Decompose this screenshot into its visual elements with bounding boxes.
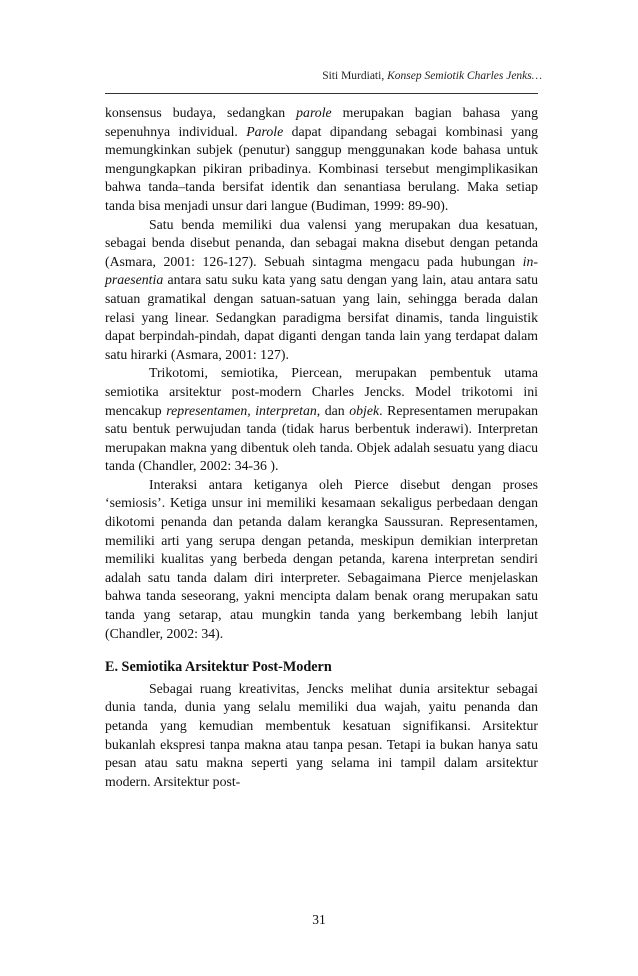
p3-text-a: Trikotomi, semiotika, Piercean, merupakan pembentuk utama semiotika arsitektur post-modern Charles Jencks. Model trikotomi ini mencakup — [105, 365, 538, 418]
paragraph-5: Sebagai ruang kreativitas, Jencks melihat dunia arsitektur sebagai dunia tanda, dunia yang selalu memiliki dua wajah, yaitu penanda dan petanda yang kemudian membentuk kesatuan signifikansi. Arsitektur bukanlah ekspresi tanpa makna atau tanpa pesan. Tetapi ia bukan hanya satu pesan atau satu makna seperti yang selama ini tampil dalam arsitektur modern. Arsitektur post- — [105, 680, 538, 789]
p1-italic-parole-2: Parole — [246, 123, 284, 139]
p1-text-e: dapat dipandang sebagai kombinasi yang memungkinkan subjek (penutur) sanggup menggunakan kode bahasa untuk mengungkapkan pikiran pribadinya. Kombinasi tersebut mengimplikasikan bahwa tanda–tanda bersifat identik dan senantiasa berulang. Maka setiap tanda bisa menjadi unsur dari langue (Budiman, 1999: 89-90). — [105, 123, 538, 213]
header-author: Siti Murdiati, — [322, 70, 385, 82]
p1-italic-parole: parole — [296, 105, 332, 120]
paragraph-3 — [105, 364, 538, 476]
section-title: E. Semiotika Arsitektur Post-Modern — [105, 659, 332, 676]
p2-text-a: Satu benda memiliki dua valensi yang merupakan dua kesatuan, sebagai benda disebut penanda, dan sebagai makna disebut dengan petanda (Asmara, 2001: 126-127). Sebuah sintagma mengacu pada hubungan — [105, 216, 538, 269]
p3-italic-objek: objek — [349, 402, 380, 418]
p2-italic-in-praesentia: in-praesentia — [105, 253, 538, 288]
paragraph-1 — [105, 104, 538, 216]
p2-text-c: antara satu suku kata yang satu dengan yang lain, atau antara satu satuan gramatikal dengan satuan-satuan yang lain, sehingga berada dalan relasi yang linear. Sedangkan paradigma bersifat dinamis, tanda linguistik dapat berpindah-pindah, dapat diganti dengan tanda lain yang terdapat dalam satu hirarki (Asmara, 2001: 127). — [105, 272, 538, 362]
body-text — [105, 104, 538, 791]
p1-text-a: konsensus budaya, sedangkan — [105, 105, 297, 120]
header-rule — [105, 93, 538, 94]
page-number: 31 — [312, 912, 326, 927]
header-title: Konsep Semiotik Charles Jenks… — [387, 70, 542, 82]
p3-text-e: . Representamen merupakan satu bentuk perwujudan tanda (tidak harus berbentuk inderawi). Interpretan merupakan makna yang dibentuk oleh tanda. Objek adalah sesuatu yang diacu tanda (Chandler, 2002: 34-36 ). — [105, 402, 538, 474]
p3-italic-terms: representamen, interpretan — [166, 402, 317, 418]
p3-text-c: , dan — [316, 402, 350, 418]
p1-text-c: merupakan bagian bahasa yang sepenuhnya individual. — [105, 105, 538, 139]
paragraph-2 — [105, 216, 538, 365]
running-header — [322, 70, 542, 82]
paragraph-4: Interaksi antara ketiganya oleh Pierce disebut dengan proses ‘semiosis’. Ketiga unsur ini memiliki kesamaan sekaligus perbedaan dengan dikotomi penanda dan petanda dalam kerangka Saussuran. Representamen, memiliki arti yang serupa dengan petanda, meskipun demikian interpretan memiliki kualitas yang berbeda dengan petanda, karena interpretan sendiri adalah satu tanda dalam diri interpreter. Sebagaimana Pierce menjelaskan bahwa tanda seseorang, yakni mencipta dalam benak orang merupakan satu tanda yang setarap, atau mungkin tanda yang berkembang lebih lanjut (Chandler, 2002: 34). — [105, 476, 538, 641]
